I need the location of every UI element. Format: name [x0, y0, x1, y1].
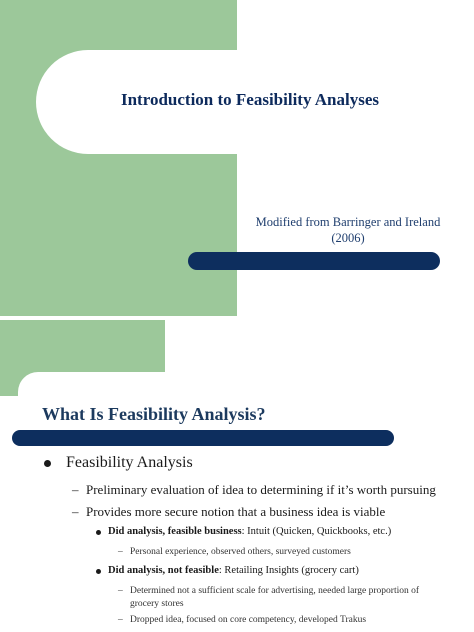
slide-heading: What Is Feasibility Analysis?	[42, 404, 266, 424]
navy-heading-bar	[12, 430, 394, 446]
dash-marker: –	[72, 504, 79, 519]
item-label: Did analysis, feasible business	[108, 526, 242, 537]
bullet-text: Feasibility Analysis	[66, 454, 193, 471]
item-label: Did analysis, not feasible	[108, 565, 219, 576]
detail-text: Determined not a sufficient scale for advertising, needed large proportion of grocery stores	[130, 586, 420, 609]
item-rest: : Retailing Insights (grocery cart)	[218, 565, 359, 576]
bullet-dot-icon	[44, 460, 51, 467]
dash-marker: –	[118, 615, 123, 625]
content-slide	[0, 320, 474, 632]
slide-subtitle	[248, 214, 448, 246]
detail-text: Personal experience, observed others, surveyed customers	[130, 547, 351, 557]
bullet-dot-icon	[96, 569, 101, 574]
navy-accent-bar	[188, 252, 440, 270]
bullet-dot-icon	[96, 530, 101, 535]
subtitle-line-2: (2006)	[331, 231, 365, 245]
dash-marker: –	[72, 482, 79, 497]
sub-bullet-text: Preliminary evaluation of idea to determining if it’s worth pursuing	[86, 482, 436, 497]
subtitle-line-1: Modified from Barringer and Ireland	[255, 215, 441, 229]
slide-title: Introduction to Feasibility Analyses	[120, 90, 380, 109]
detail-text: Dropped idea, focused on core competency, developed Trakus	[130, 615, 367, 625]
dash-marker: –	[118, 586, 123, 596]
dash-marker: –	[118, 547, 123, 557]
sub-bullet-text: Provides more secure notion that a business idea is viable	[86, 504, 386, 519]
item-rest: : Intuit (Quicken, Quickbooks, etc.)	[241, 526, 392, 537]
